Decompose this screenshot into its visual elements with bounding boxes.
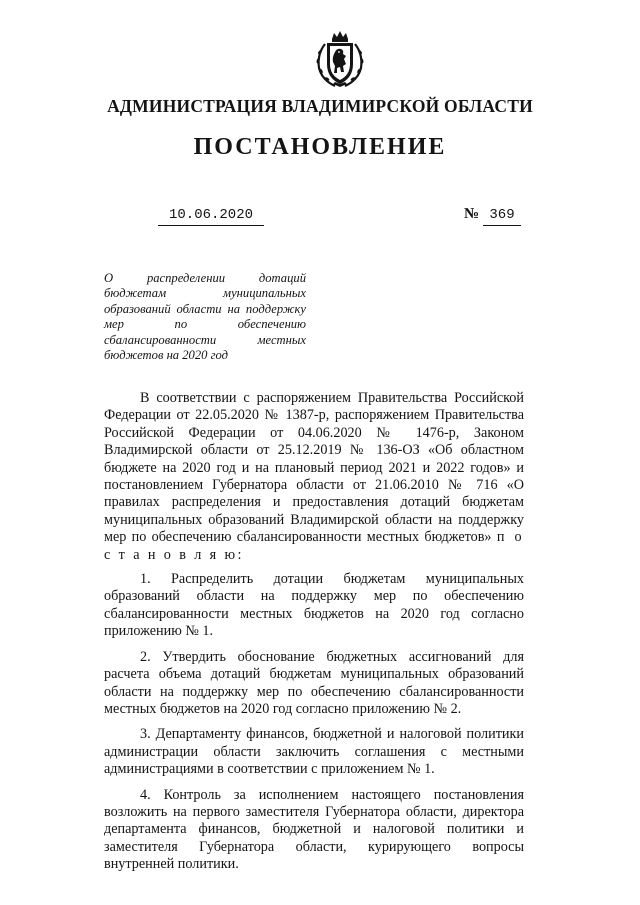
- decree-word: п о с т а н о в л я ю:: [104, 529, 524, 563]
- body-item-4: 4. Контроль за исполнением настоящего постановления возложить на первого заместителя Губернатора области, директора департамента финансов, бюджетной и налоговой политики и заместителя Губернатора области, курирующего вопросы внутренней политики.: [104, 786, 524, 873]
- document-type-title: ПОСТАНОВЛЕНИЕ: [193, 134, 447, 160]
- subject-line: образований области на поддержку: [104, 301, 306, 316]
- document-date: 10.06.2020: [158, 207, 264, 226]
- preamble-paragraph: [104, 390, 524, 564]
- document-subject: [104, 271, 306, 363]
- document-number-label: №: [464, 206, 480, 222]
- preamble-text: В соответствии с распоряжением Правительства Российской Федерации от 22.05.2020 № 1387-р, распоряжением Правительства Российской Федерации от 04.06.2020 № 1476-р, Законом Владимирской области от 25.12.2019 № 136-ОЗ «Об областном бюджете на 2020 год и на плановый период 2021 и 2022 годов» и постановлением Губернатора области от 21.06.2010 № 716 «О правилах распределения и предоставления дотаций бюджетам муниципальных образований Владимирской области на поддержку мер по обеспечению сбалансированности местных бюджетов»: [104, 390, 524, 546]
- document-body: [104, 390, 524, 882]
- document-number: 369: [483, 207, 521, 226]
- subject-line: бюджетам муниципальных: [104, 286, 306, 301]
- organization-name: АДМИНИСТРАЦИЯ ВЛАДИМИРСКОЙ ОБЛАСТИ: [107, 96, 533, 116]
- subject-line: О распределении дотаций: [104, 271, 306, 285]
- body-item-1: 1. Распределить дотации бюджетам муниципальных образований области на поддержку мер по обеспечению сбалансированности местных бюджетов на 2020 год согласно приложению № 1.: [104, 571, 524, 640]
- subject-line: сбалансированности местных: [104, 332, 306, 347]
- subject-line: бюджетов на 2020 год: [104, 348, 229, 363]
- subject-line: мер по обеспечению: [104, 317, 306, 332]
- body-item-3: 3. Департаменту финансов, бюджетной и налоговой политики администрации области заключить соглашения с местными администрациями в соответствии с приложением № 1.: [104, 726, 524, 778]
- vladimir-coat-of-arms-icon: [313, 30, 367, 88]
- body-item-2: 2. Утвердить обоснование бюджетных ассигнований для расчета объема дотаций бюджетам муниципальных образований области на поддержку мер по обеспечению сбалансированности местных бюджетов на 2020 год согласно приложению № 2.: [104, 648, 524, 717]
